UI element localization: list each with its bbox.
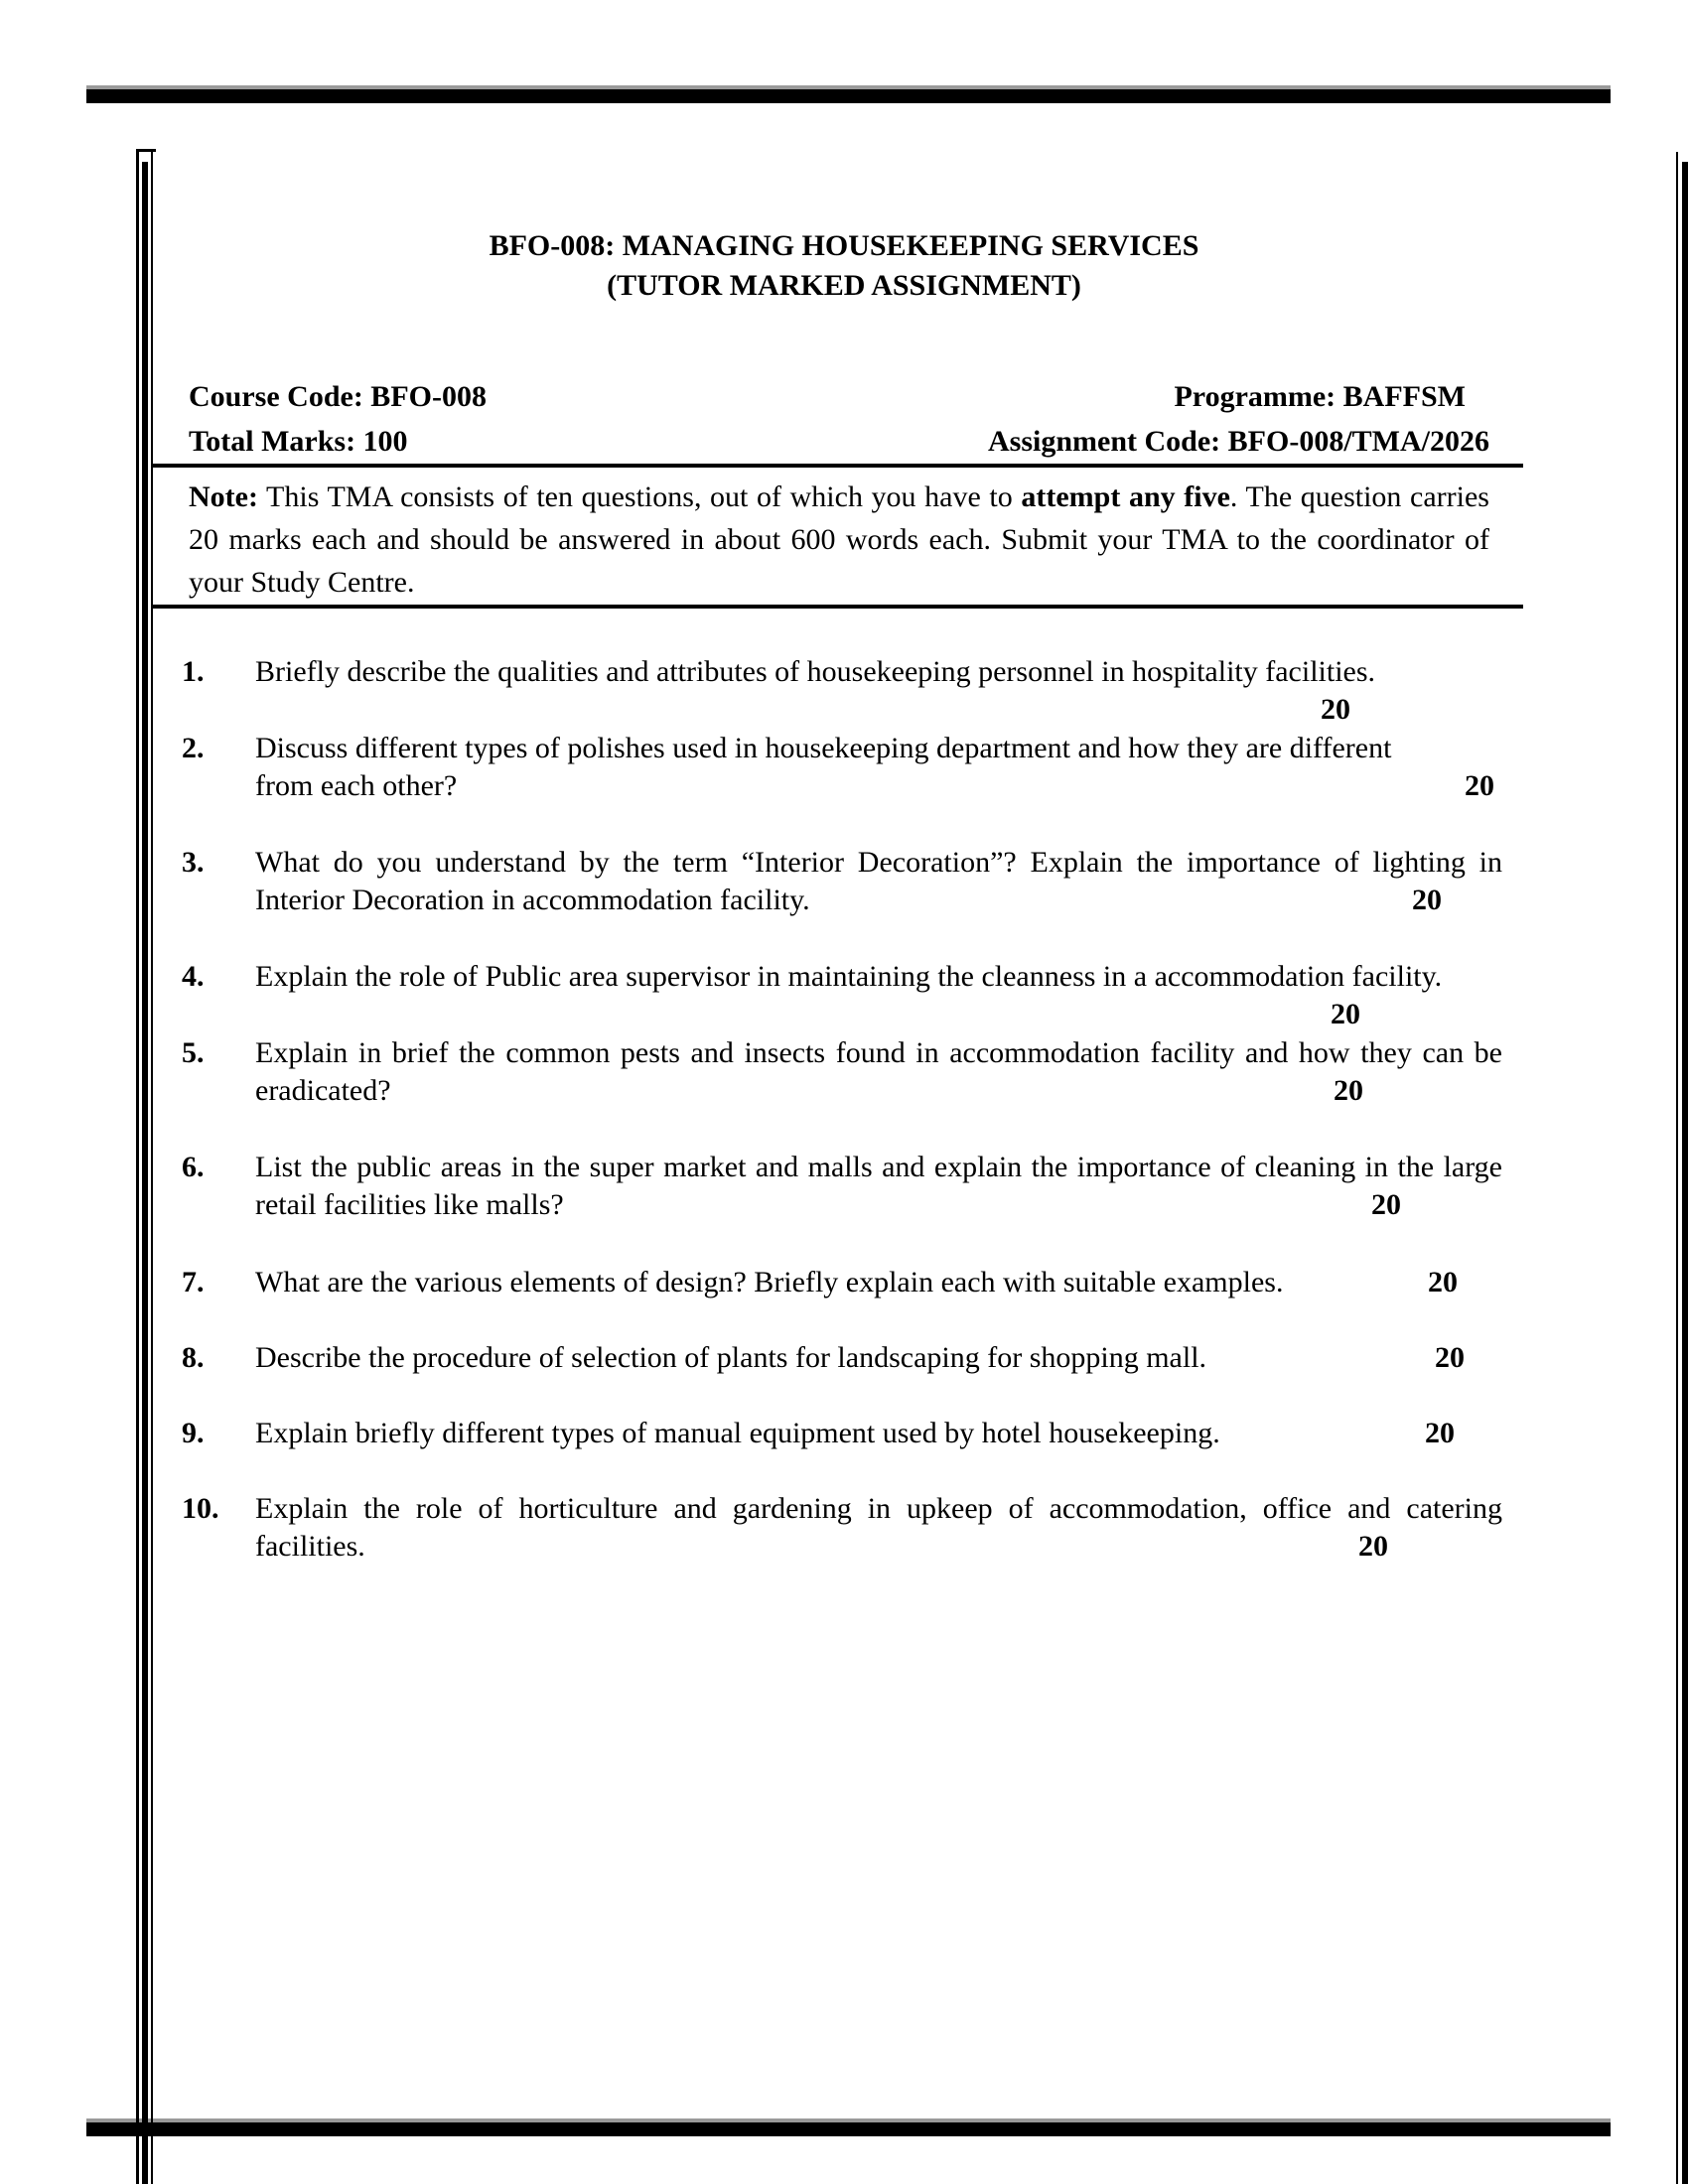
question-item [182, 958, 1502, 1030]
question-number: 6. [182, 1151, 205, 1183]
note-text-before: This TMA consists of ten questions, out of which you have to [257, 480, 1022, 513]
question-number: 9. [182, 1417, 205, 1449]
question-number: 5. [182, 1036, 205, 1069]
total-marks: Total Marks: 100 [189, 425, 408, 458]
assignment-code: Assignment Code: BFO-008/TMA/2026 [988, 425, 1489, 458]
note-label: Note: [189, 480, 258, 513]
question-text: Explain briefly different types of manual equipment used by hotel housekeeping. [255, 1417, 1220, 1449]
question-item [182, 1490, 1502, 1566]
question-marks: 20 [1371, 1188, 1401, 1221]
question-number: 2. [182, 732, 205, 764]
question-number: 8. [182, 1341, 205, 1374]
course-code: Course Code: BFO-008 [189, 380, 487, 413]
page-border-top-rule [86, 85, 1611, 103]
question-text: Describe the procedure of selection of plants for landscaping for shopping mall. [255, 1341, 1207, 1374]
question-marks: 20 [1321, 693, 1350, 726]
question-marks: 20 [1412, 884, 1442, 916]
question-marks: 20 [1435, 1341, 1465, 1374]
meta-row-1 [189, 377, 1489, 417]
question-marks: 20 [1428, 1266, 1458, 1298]
question-list [182, 653, 1502, 1566]
note-emphasis: attempt any five [1021, 480, 1230, 513]
question-text: What do you understand by the term “Interior Decoration”? Explain the importance of lighting in Interior Decoration in accommodation facility. [255, 846, 1502, 916]
page-border-left [136, 152, 153, 2184]
question-number: 4. [182, 960, 205, 993]
title-line-2: (TUTOR MARKED ASSIGNMENT) [607, 269, 1081, 302]
question-item [182, 1415, 1502, 1452]
question-marks: 20 [1465, 769, 1494, 802]
question-number: 7. [182, 1266, 205, 1298]
question-item [182, 1034, 1502, 1110]
question-number: 3. [182, 846, 205, 879]
question-item [182, 844, 1502, 919]
page-border-right [1676, 152, 1688, 2184]
note-text-after: . The question carries 20 marks each and should be answered in about 600 words each. Submit your TMA to the coordinator of your Study Centre. [189, 480, 1489, 599]
question-number: 1. [182, 655, 205, 688]
question-text: What are the various elements of design? Briefly explain each with suitable examples. [255, 1266, 1284, 1298]
page-border-bottom-rule [86, 2118, 1611, 2136]
title-line-1: BFO-008: MANAGING HOUSEKEEPING SERVICES [489, 229, 1199, 262]
question-item [182, 1264, 1502, 1301]
question-marks: 20 [1358, 1530, 1388, 1563]
question-item [182, 653, 1502, 726]
question-marks: 20 [1334, 1074, 1363, 1107]
note-box [153, 464, 1523, 609]
question-marks: 20 [1331, 998, 1360, 1030]
question-item [182, 730, 1502, 805]
question-text: Explain the role of horticulture and gardening in upkeep of accommodation, office and catering facilities. [255, 1492, 1502, 1563]
question-text: Briefly describe the qualities and attributes of housekeeping personnel in hospitality facilities. [255, 655, 1376, 688]
question-text: Discuss different types of polishes used in housekeeping department and how they are different from each other? [255, 732, 1392, 802]
question-item [182, 1339, 1502, 1377]
note-text [189, 476, 1489, 604]
meta-row-2 [189, 422, 1489, 462]
question-text: Explain the role of Public area supervisor in maintaining the cleanness in a accommodation facility. [255, 960, 1443, 993]
question-text: Explain in brief the common pests and insects found in accommodation facility and how they can be eradicated? [255, 1036, 1502, 1107]
question-number: 10. [182, 1492, 219, 1525]
document-title [0, 226, 1688, 306]
programme: Programme: BAFFSM [1174, 380, 1466, 413]
question-item [182, 1149, 1502, 1224]
question-marks: 20 [1425, 1417, 1455, 1449]
question-text: List the public areas in the super market and malls and explain the importance of cleaning in the large retail facilities like malls? [255, 1151, 1502, 1221]
